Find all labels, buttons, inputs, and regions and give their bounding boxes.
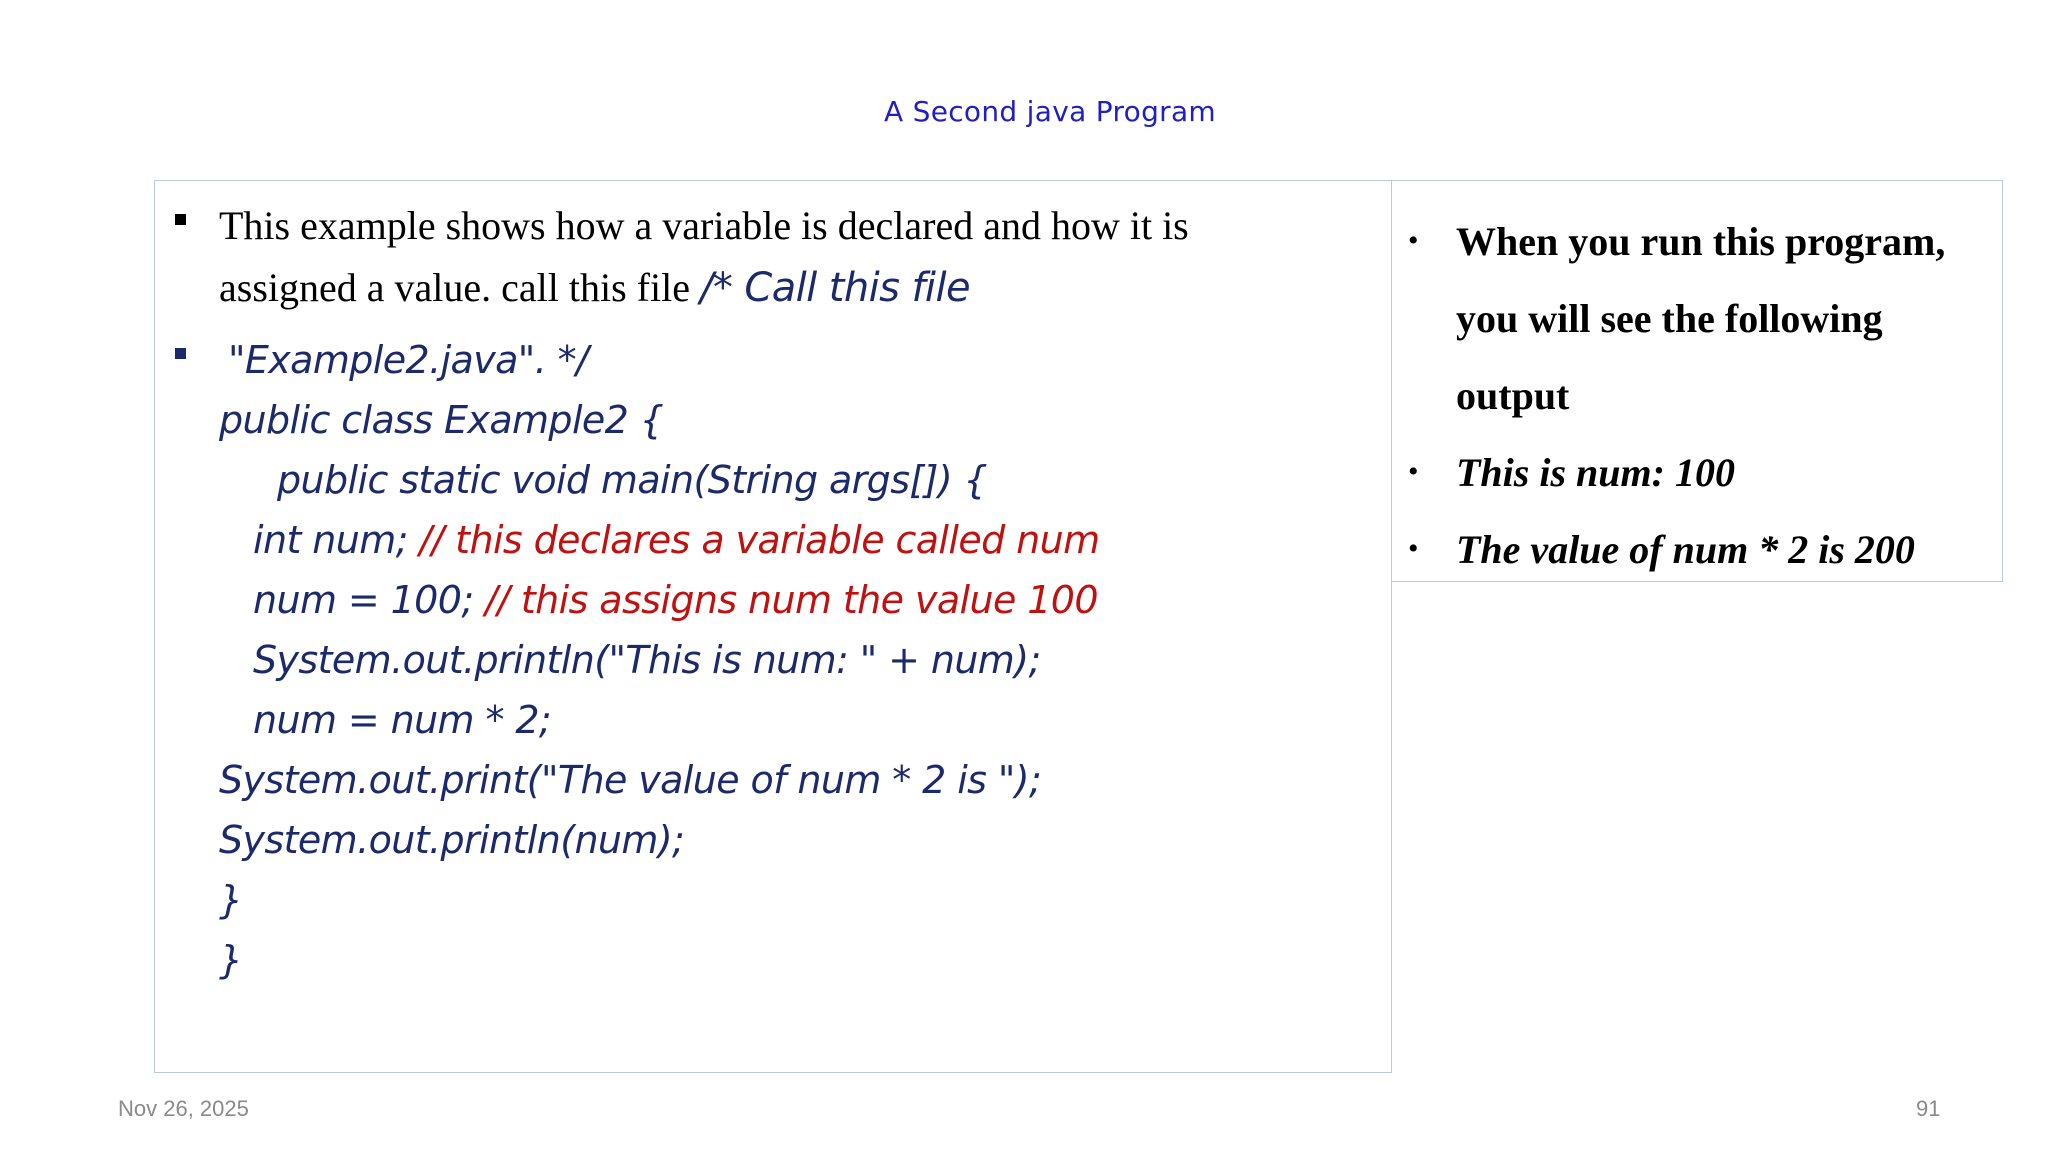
square-bullet-icon — [175, 348, 186, 359]
code-text: num = 100; — [253, 578, 485, 622]
code-panel — [154, 180, 1392, 1073]
bullet-icon: • — [1408, 532, 1419, 565]
code-line — [253, 578, 1098, 622]
output-line: The value of num * 2 is 200 — [1456, 527, 1915, 572]
slide-date: Nov 26, 2025 — [118, 1096, 249, 1121]
output-line: This is num: 100 — [1456, 450, 1735, 495]
code-line: "Example2.java". */ — [228, 338, 589, 382]
bullet-icon: • — [1408, 224, 1419, 257]
code-line — [253, 518, 1100, 562]
output-intro-line: output — [1456, 373, 1570, 418]
code-line: } — [219, 938, 243, 982]
code-comment: // this assigns num the value 100 — [485, 578, 1098, 622]
slide-title: A Second java Program — [883, 95, 1216, 128]
code-comment: // this declares a variable called num — [419, 518, 1100, 562]
intro-code-fragment: /* Call this file — [699, 265, 970, 311]
intro-text-line1: This example shows how a variable is declared and how it is — [219, 203, 1189, 248]
code-line: public class Example2 { — [219, 398, 664, 442]
intro-text-line2 — [219, 264, 970, 311]
code-line: System.out.print("The value of num * 2 is "); — [219, 758, 1042, 802]
slide-number: 91 — [1916, 1096, 1941, 1121]
code-line: } — [219, 878, 243, 922]
output-intro-line: When you run this program, — [1456, 219, 1946, 264]
code-text: int num; — [253, 518, 420, 562]
code-line: public static void main(String args[]) { — [277, 458, 988, 502]
intro-text-prefix: assigned a value. call this file — [219, 265, 700, 310]
square-bullet-icon — [175, 214, 186, 225]
output-intro-line: you will see the following — [1456, 296, 1883, 341]
code-line: num = num * 2; — [253, 698, 552, 742]
code-line: System.out.println(num); — [219, 818, 685, 862]
code-line: System.out.println("This is num: " + num); — [253, 638, 1041, 682]
bullet-icon: • — [1408, 455, 1419, 488]
